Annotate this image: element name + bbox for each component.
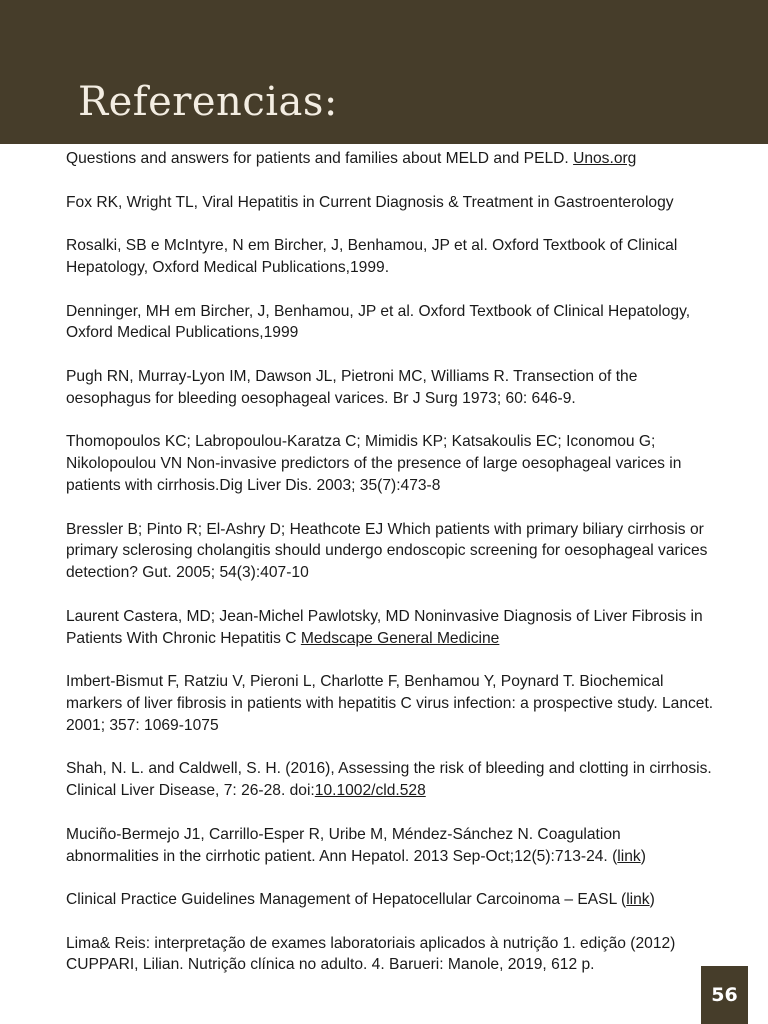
- reference-text: Muciño-Bermejo J1, Carrillo-Esper R, Uribe M, Méndez-Sánchez N. Coagulation abnormalities in the cirrhotic patient. Ann Hepatol. 2013 Sep-Oct;12(5):713-24. (: [66, 825, 621, 865]
- reference-link[interactable]: 10.1002/cld.528: [314, 782, 426, 800]
- reference-item: [66, 301, 716, 345]
- reference-link[interactable]: link: [617, 847, 641, 865]
- reference-text: Rosalki, SB e McIntyre, N em Bircher, J, Benhamou, JP et al. Oxford Textbook of Clinical Hepatology, Oxford Medical Publications,1999.: [66, 237, 678, 276]
- reference-text: Shah, N. L. and Caldwell, S. H. (2016), Assessing the risk of bleeding and clotting in cirrhosis. Clinical Liver Disease, 7: 26-28. doi:: [66, 760, 712, 800]
- reference-item: [66, 606, 716, 650]
- page-number: 56: [711, 984, 738, 1006]
- reference-item: [66, 148, 716, 170]
- reference-text: Questions and answers for patients and families about MELD and PELD.: [66, 150, 574, 167]
- page-number-badge: [701, 966, 748, 1024]
- reference-item: [66, 824, 716, 868]
- reference-item: [66, 235, 716, 279]
- reference-item: [66, 431, 716, 496]
- reference-text: Laurent Castera, MD; Jean-Michel Pawlotsky, MD Noninvasive Diagnosis of Liver Fibrosis in Patients With Chronic Hepatitis C: [66, 607, 703, 647]
- reference-text: Thomopoulos KC; Labropoulou-Karatza C; Mimidis KP; Katsakoulis EC; Iconomou G; Nikolopoulou VN Non-invasive predictors of the presence of large oesophageal varices in patients with cirrhosis.Dig Liver Dis. 2003; 35(7):473-8: [66, 433, 682, 494]
- reference-item: [66, 933, 716, 977]
- reference-text: Pugh RN, Murray-Lyon IM, Dawson JL, Pietroni MC, Williams R. Transection of the oesophagus for bleeding oesophageal varices. Br J Surg 1973; 60: 646-9.: [66, 367, 638, 407]
- reference-text: Bressler B; Pinto R; El-Ashry D; Heathcote EJ Which patients with primary biliary cirrhosis or primary sclerosing cholangitis should undergo endoscopic screening for oesophageal varices detection? Gut. 2005; 54(3):407-10: [66, 520, 708, 582]
- reference-item: [66, 366, 716, 410]
- reference-text: Denninger, MH em Bircher, J, Benhamou, JP et al. Oxford Textbook of Clinical Hepatology, Oxford Medical Publications,1999: [66, 302, 691, 342]
- reference-link[interactable]: link: [626, 891, 650, 909]
- reference-list: [66, 148, 716, 998]
- reference-suffix: ): [649, 891, 655, 909]
- reference-item: [66, 192, 716, 214]
- reference-item: [66, 671, 716, 736]
- reference-link[interactable]: Medscape General Medicine: [300, 629, 500, 647]
- reference-link[interactable]: Unos.org: [573, 150, 637, 167]
- reference-text: Fox RK, Wright TL, Viral Hepatitis in Current Diagnosis & Treatment in Gastroenterology: [66, 193, 674, 211]
- reference-text: Clinical Practice Guidelines Management of Hepatocellular Carcoinoma – EASL (: [66, 891, 627, 909]
- reference-suffix: ): [640, 847, 646, 865]
- reference-text: Lima& Reis: interpretação de exames laboratoriais aplicados à nutrição 1. edição (2012) CUPPARI, Lilian. Nutrição clínica no adulto. 4. Barueri: Manole, 2019, 612 p.: [66, 934, 676, 974]
- page-title: Referencias:: [78, 79, 338, 125]
- reference-text: Imbert-Bismut F, Ratziu V, Pieroni L, Charlotte F, Benhamou Y, Poynard T. Biochemical markers of liver fibrosis in patients with hepatitis C virus infection: a prospective study. Lancet. 2001; 357: 1069-1075: [66, 673, 714, 734]
- reference-item: [66, 519, 716, 584]
- header-banner: [0, 0, 768, 144]
- reference-item: [66, 758, 716, 802]
- reference-item: [66, 889, 716, 911]
